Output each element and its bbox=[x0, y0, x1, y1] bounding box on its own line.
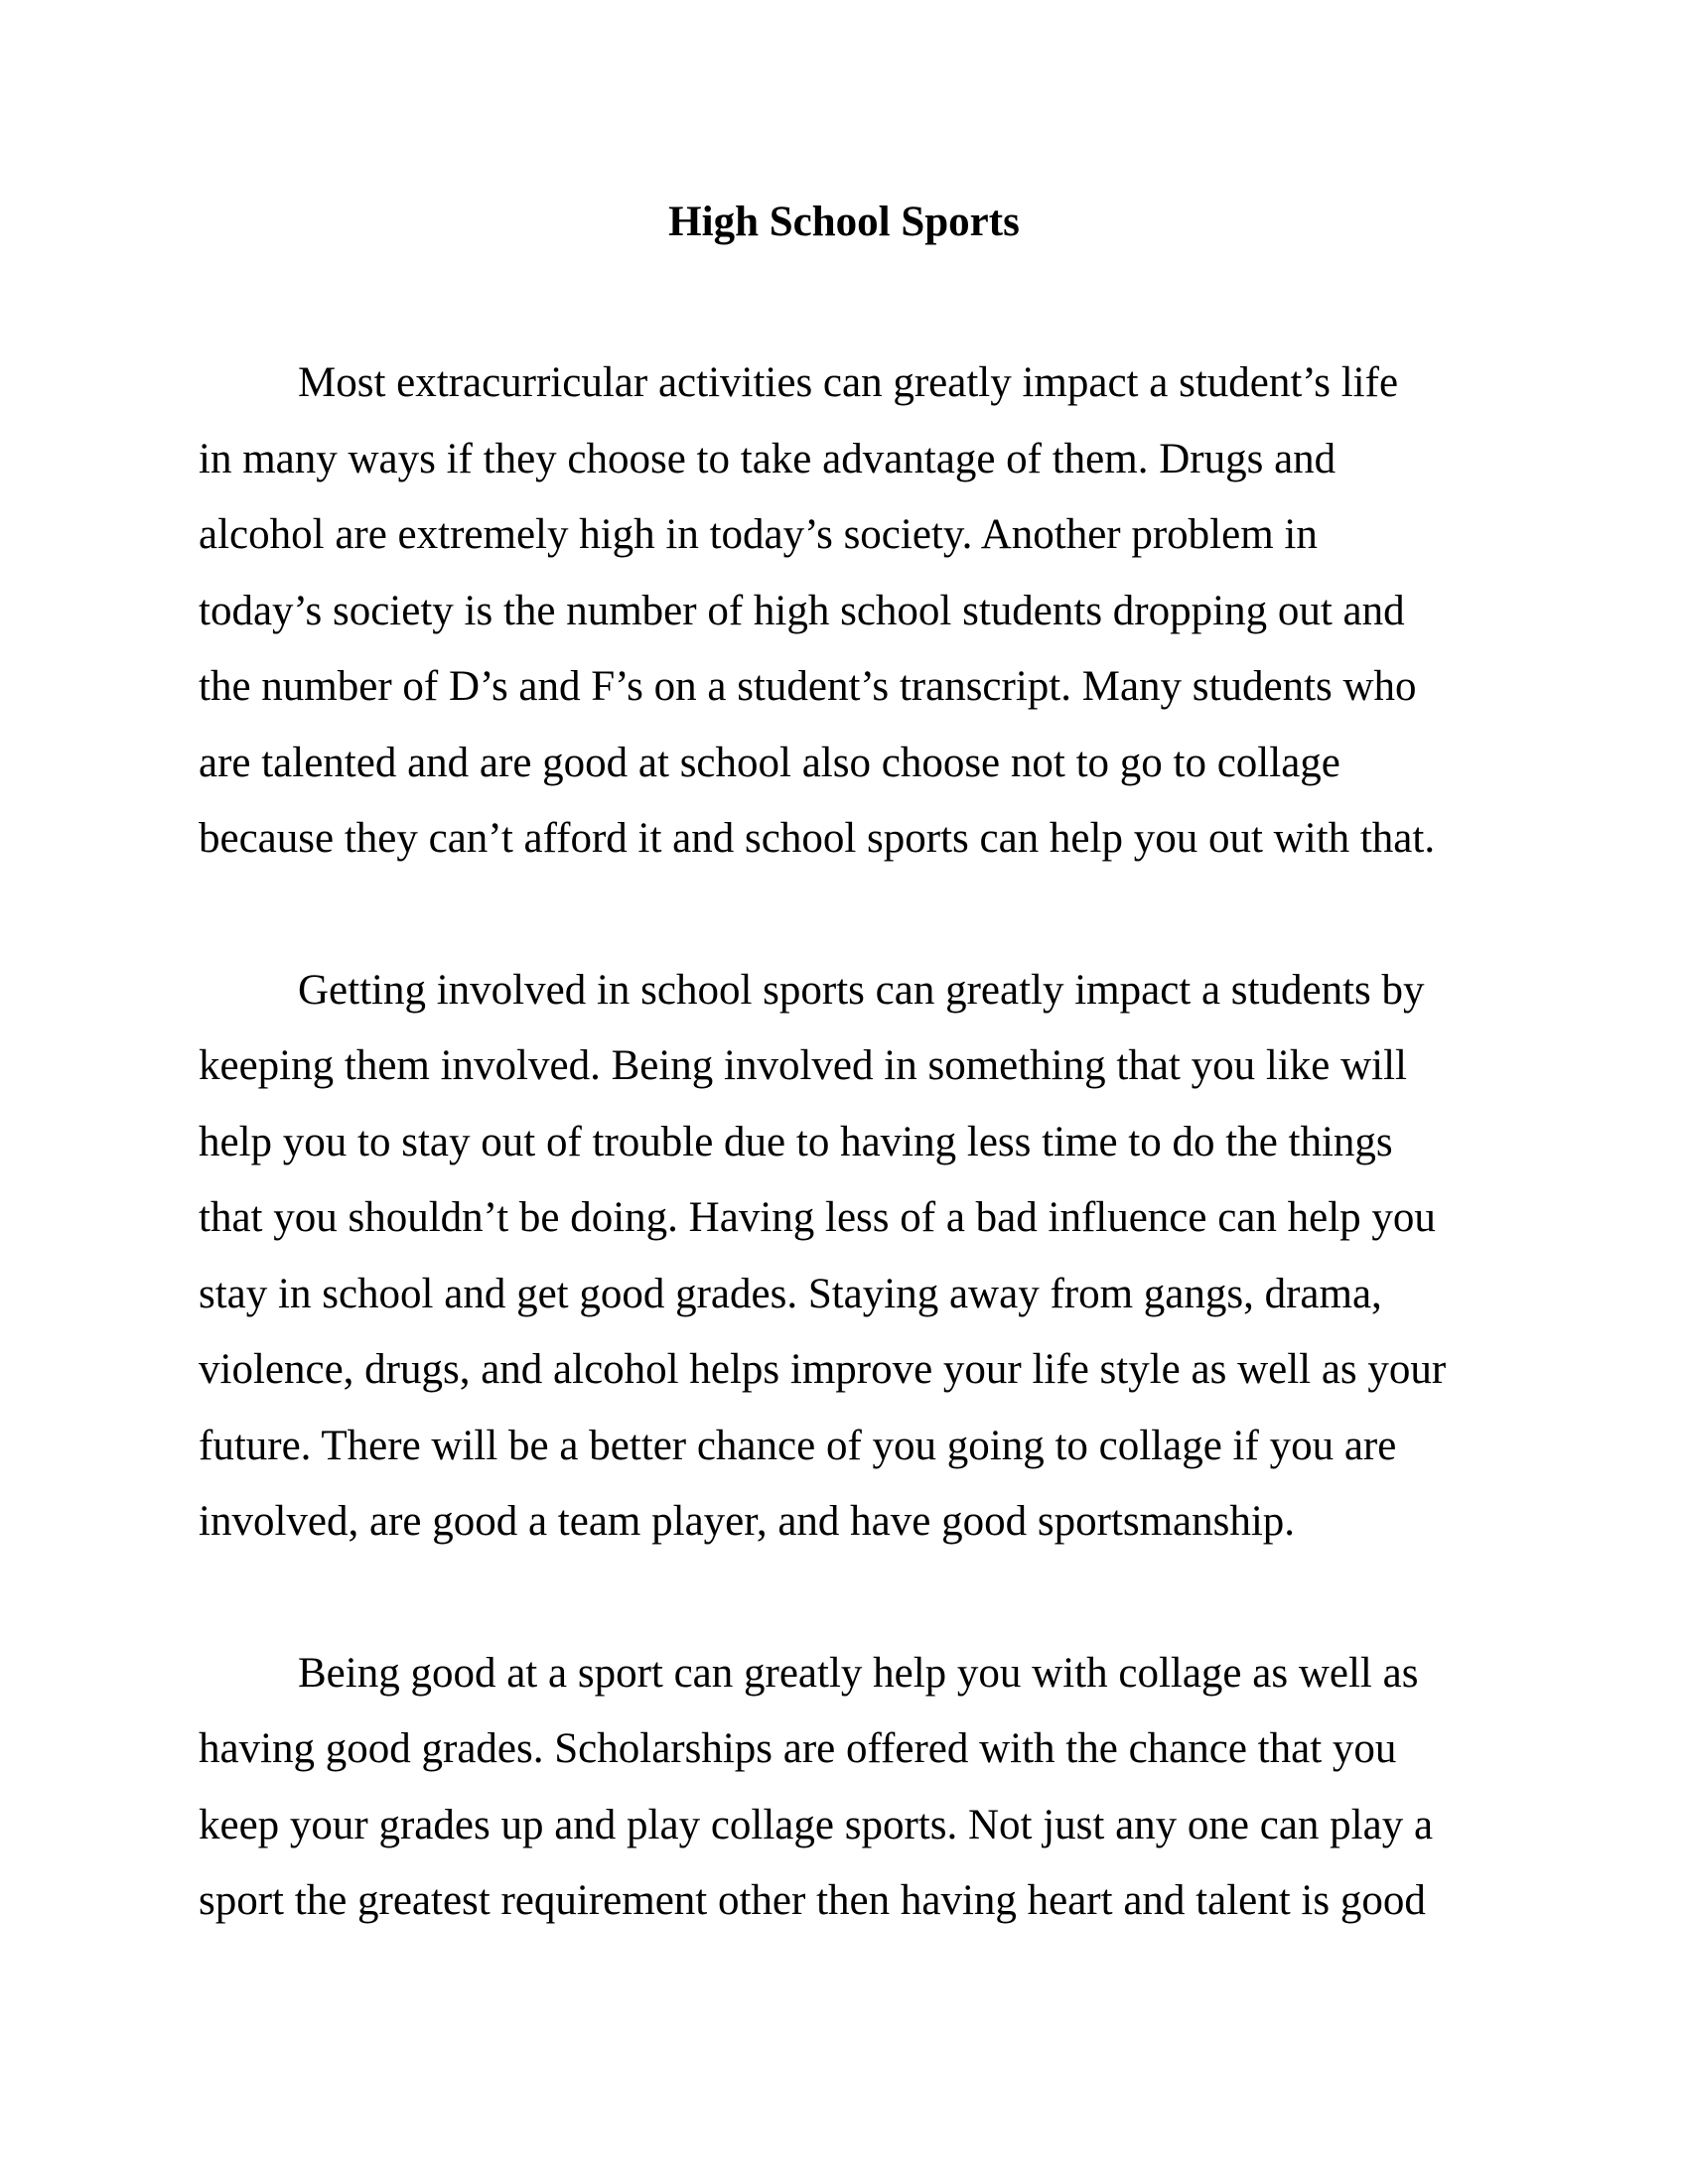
paragraph-line: the number of D’s and F’s on a student’s transcript. Many students who bbox=[199, 663, 1417, 710]
paragraph-2 bbox=[199, 953, 1501, 1561]
paragraph-line: because they can’t afford it and school sports can help you out with that. bbox=[199, 815, 1436, 862]
paragraph-line: sport the greatest requirement other then having heart and talent is good bbox=[199, 1877, 1426, 1924]
paragraph-line: violence, drugs, and alcohol helps improve your life style as well as your bbox=[199, 1346, 1447, 1393]
paragraph-line: are talented and are good at school also choose not to go to collage bbox=[199, 739, 1340, 786]
document-title: High School Sports bbox=[668, 199, 1020, 245]
document-body bbox=[199, 345, 1501, 2015]
paragraph-line: Most extracurricular activities can greatly impact a student’s life bbox=[298, 359, 1399, 406]
paragraph-line: future. There will be a better chance of you going to collage if you are bbox=[199, 1422, 1397, 1469]
paragraph-line: stay in school and get good grades. Staying away from gangs, drama, bbox=[199, 1270, 1382, 1317]
paragraph-line: in many ways if they choose to take advantage of them. Drugs and bbox=[199, 435, 1336, 482]
paragraph-line: Getting involved in school sports can greatly impact a students by bbox=[298, 966, 1425, 1014]
paragraph-line: today’s society is the number of high school students dropping out and bbox=[199, 587, 1405, 634]
paragraph-line: help you to stay out of trouble due to having less time to do the things bbox=[199, 1118, 1393, 1165]
paragraph-line: keeping them involved. Being involved in something that you like will bbox=[199, 1042, 1407, 1089]
paragraph-line: having good grades. Scholarships are offered with the chance that you bbox=[199, 1725, 1397, 1772]
paragraph-1 bbox=[199, 345, 1501, 878]
paragraph-line: keep your grades up and play collage sports. Not just any one can play a bbox=[199, 1801, 1434, 1848]
paragraph-3 bbox=[199, 1636, 1501, 1940]
paragraph-line: that you shouldn’t be doing. Having less of a bad influence can help you bbox=[199, 1194, 1436, 1241]
paragraph-line: involved, are good a team player, and have good sportsmanship. bbox=[199, 1498, 1296, 1545]
paragraph-line: alcohol are extremely high in today’s society. Another problem in bbox=[199, 511, 1318, 558]
paragraph-line: Being good at a sport can greatly help you with collage as well as bbox=[298, 1649, 1419, 1697]
